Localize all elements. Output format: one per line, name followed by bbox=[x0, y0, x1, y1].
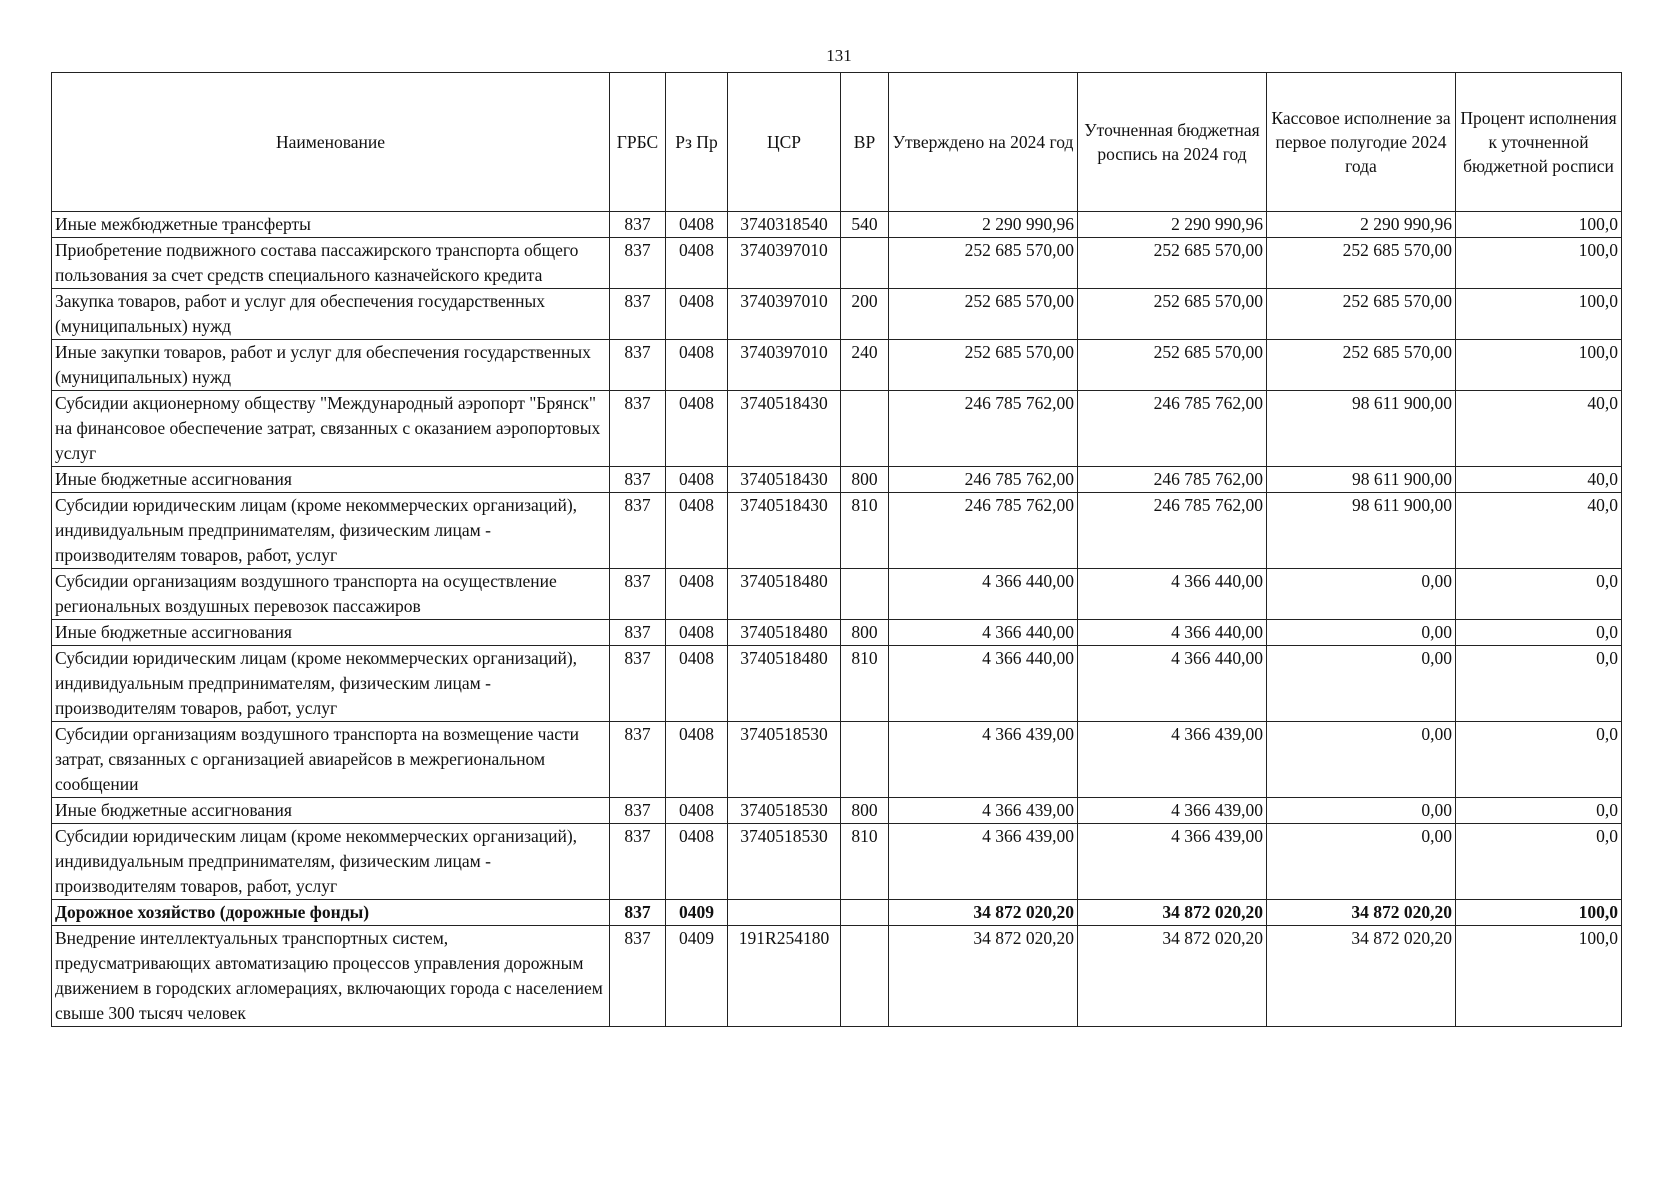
cell-grbs: 837 bbox=[610, 391, 666, 467]
cell-name: Субсидии юридическим лицам (кроме некоммерческих организаций), индивидуальным предпринимателям, физическим лицам - производителям товаров, работ, услуг bbox=[52, 824, 610, 900]
cell-cash: 0,00 bbox=[1267, 620, 1456, 646]
cell-percent: 40,0 bbox=[1456, 467, 1622, 493]
cell-rzpr: 0408 bbox=[666, 493, 728, 569]
cell-approved: 252 685 570,00 bbox=[889, 340, 1078, 391]
cell-name: Дорожное хозяйство (дорожные фонды) bbox=[52, 900, 610, 926]
cell-grbs: 837 bbox=[610, 722, 666, 798]
cell-grbs: 837 bbox=[610, 824, 666, 900]
cell-percent: 40,0 bbox=[1456, 391, 1622, 467]
cell-refined: 4 366 440,00 bbox=[1078, 569, 1267, 620]
cell-name: Иные бюджетные ассигнования bbox=[52, 798, 610, 824]
cell-approved: 246 785 762,00 bbox=[889, 493, 1078, 569]
table-row bbox=[52, 646, 1622, 722]
cell-refined: 34 872 020,20 bbox=[1078, 926, 1267, 1027]
header-row bbox=[52, 73, 1622, 212]
cell-vr bbox=[841, 722, 889, 798]
cell-name: Субсидии организациям воздушного транспорта на осуществление региональных воздушных перевозок пассажиров bbox=[52, 569, 610, 620]
cell-refined: 246 785 762,00 bbox=[1078, 493, 1267, 569]
cell-vr bbox=[841, 926, 889, 1027]
cell-rzpr: 0408 bbox=[666, 824, 728, 900]
cell-vr: 540 bbox=[841, 212, 889, 238]
cell-csr: 3740518480 bbox=[728, 569, 841, 620]
cell-cash: 0,00 bbox=[1267, 824, 1456, 900]
cell-approved: 246 785 762,00 bbox=[889, 467, 1078, 493]
cell-csr: 3740518530 bbox=[728, 722, 841, 798]
cell-rzpr: 0408 bbox=[666, 467, 728, 493]
cell-rzpr: 0408 bbox=[666, 646, 728, 722]
cell-grbs: 837 bbox=[610, 646, 666, 722]
cell-cash: 0,00 bbox=[1267, 646, 1456, 722]
cell-refined: 252 685 570,00 bbox=[1078, 340, 1267, 391]
cell-csr: 3740518430 bbox=[728, 493, 841, 569]
cell-vr: 200 bbox=[841, 289, 889, 340]
cell-rzpr: 0408 bbox=[666, 569, 728, 620]
table-row bbox=[52, 824, 1622, 900]
cell-csr: 3740518430 bbox=[728, 391, 841, 467]
cell-grbs: 837 bbox=[610, 926, 666, 1027]
header-vr: ВР bbox=[841, 73, 889, 212]
cell-percent: 0,0 bbox=[1456, 569, 1622, 620]
cell-approved: 4 366 439,00 bbox=[889, 824, 1078, 900]
cell-vr: 800 bbox=[841, 620, 889, 646]
cell-rzpr: 0408 bbox=[666, 212, 728, 238]
cell-refined: 246 785 762,00 bbox=[1078, 391, 1267, 467]
header-name: Наименование bbox=[52, 73, 610, 212]
cell-percent: 100,0 bbox=[1456, 212, 1622, 238]
cell-grbs: 837 bbox=[610, 620, 666, 646]
cell-percent: 0,0 bbox=[1456, 620, 1622, 646]
cell-refined: 2 290 990,96 bbox=[1078, 212, 1267, 238]
cell-approved: 246 785 762,00 bbox=[889, 391, 1078, 467]
cell-rzpr: 0409 bbox=[666, 926, 728, 1027]
cell-name: Субсидии юридическим лицам (кроме некоммерческих организаций), индивидуальным предпринимателям, физическим лицам - производителям товаров, работ, услуг bbox=[52, 646, 610, 722]
table-row bbox=[52, 569, 1622, 620]
cell-percent: 100,0 bbox=[1456, 238, 1622, 289]
cell-grbs: 837 bbox=[610, 289, 666, 340]
cell-refined: 4 366 440,00 bbox=[1078, 620, 1267, 646]
page-number: 131 bbox=[826, 46, 852, 65]
cell-cash: 252 685 570,00 bbox=[1267, 238, 1456, 289]
cell-rzpr: 0408 bbox=[666, 722, 728, 798]
cell-name: Закупка товаров, работ и услуг для обеспечения государственных (муниципальных) нужд bbox=[52, 289, 610, 340]
cell-vr: 240 bbox=[841, 340, 889, 391]
cell-grbs: 837 bbox=[610, 340, 666, 391]
cell-name: Внедрение интеллектуальных транспортных систем, предусматривающих автоматизацию процессов управления дорожным движением в городских агломерациях, включающих города с населением свыше 300 тысяч человек bbox=[52, 926, 610, 1027]
cell-approved: 2 290 990,96 bbox=[889, 212, 1078, 238]
cell-cash: 98 611 900,00 bbox=[1267, 467, 1456, 493]
cell-percent: 100,0 bbox=[1456, 289, 1622, 340]
cell-name: Субсидии организациям воздушного транспорта на возмещение части затрат, связанных с организацией авиарейсов в межрегиональном сообщении bbox=[52, 722, 610, 798]
cell-refined: 4 366 439,00 bbox=[1078, 722, 1267, 798]
table-row bbox=[52, 289, 1622, 340]
cell-approved: 34 872 020,20 bbox=[889, 926, 1078, 1027]
cell-approved: 4 366 440,00 bbox=[889, 620, 1078, 646]
cell-refined: 4 366 439,00 bbox=[1078, 798, 1267, 824]
table-row bbox=[52, 238, 1622, 289]
cell-grbs: 837 bbox=[610, 212, 666, 238]
cell-percent: 0,0 bbox=[1456, 646, 1622, 722]
cell-cash: 0,00 bbox=[1267, 569, 1456, 620]
table-row bbox=[52, 926, 1622, 1027]
cell-name: Субсидии акционерному обществу "Международный аэропорт "Брянск" на финансовое обеспечение затрат, связанных с оказанием аэропортовых услуг bbox=[52, 391, 610, 467]
cell-percent: 100,0 bbox=[1456, 900, 1622, 926]
table-row bbox=[52, 798, 1622, 824]
cell-refined: 246 785 762,00 bbox=[1078, 467, 1267, 493]
cell-approved: 4 366 440,00 bbox=[889, 569, 1078, 620]
header-cash: Кассовое исполнение за первое полугодие 2024 года bbox=[1267, 73, 1456, 212]
table-row bbox=[52, 620, 1622, 646]
cell-grbs: 837 bbox=[610, 467, 666, 493]
cell-grbs: 837 bbox=[610, 238, 666, 289]
cell-csr: 3740518430 bbox=[728, 467, 841, 493]
header-percent: Процент исполнения к уточненной бюджетной росписи bbox=[1456, 73, 1622, 212]
cell-vr: 800 bbox=[841, 798, 889, 824]
cell-vr bbox=[841, 900, 889, 926]
cell-cash: 2 290 990,96 bbox=[1267, 212, 1456, 238]
cell-refined: 252 685 570,00 bbox=[1078, 289, 1267, 340]
cell-csr: 3740318540 bbox=[728, 212, 841, 238]
cell-name: Иные закупки товаров, работ и услуг для обеспечения государственных (муниципальных) нужд bbox=[52, 340, 610, 391]
cell-name: Иные бюджетные ассигнования bbox=[52, 620, 610, 646]
cell-vr: 810 bbox=[841, 493, 889, 569]
table-row bbox=[52, 900, 1622, 926]
cell-cash: 98 611 900,00 bbox=[1267, 391, 1456, 467]
cell-rzpr: 0408 bbox=[666, 340, 728, 391]
cell-vr: 810 bbox=[841, 646, 889, 722]
cell-refined: 4 366 440,00 bbox=[1078, 646, 1267, 722]
cell-vr bbox=[841, 238, 889, 289]
cell-approved: 252 685 570,00 bbox=[889, 238, 1078, 289]
cell-percent: 0,0 bbox=[1456, 798, 1622, 824]
cell-grbs: 837 bbox=[610, 900, 666, 926]
header-rzpr: Рз Пр bbox=[666, 73, 728, 212]
cell-approved: 4 366 440,00 bbox=[889, 646, 1078, 722]
table-row bbox=[52, 212, 1622, 238]
cell-cash: 252 685 570,00 bbox=[1267, 289, 1456, 340]
budget-execution-table bbox=[51, 72, 1622, 1027]
header-grbs: ГРБС bbox=[610, 73, 666, 212]
cell-cash: 252 685 570,00 bbox=[1267, 340, 1456, 391]
cell-approved: 252 685 570,00 bbox=[889, 289, 1078, 340]
cell-percent: 0,0 bbox=[1456, 824, 1622, 900]
table-row bbox=[52, 493, 1622, 569]
cell-rzpr: 0409 bbox=[666, 900, 728, 926]
header-approved: Утверждено на 2024 год bbox=[889, 73, 1078, 212]
cell-cash: 0,00 bbox=[1267, 798, 1456, 824]
cell-rzpr: 0408 bbox=[666, 238, 728, 289]
header-csr: ЦСР bbox=[728, 73, 841, 212]
cell-approved: 4 366 439,00 bbox=[889, 722, 1078, 798]
cell-csr: 3740518480 bbox=[728, 646, 841, 722]
table-row bbox=[52, 391, 1622, 467]
cell-percent: 0,0 bbox=[1456, 722, 1622, 798]
cell-name: Иные бюджетные ассигнования bbox=[52, 467, 610, 493]
cell-cash: 0,00 bbox=[1267, 722, 1456, 798]
cell-refined: 34 872 020,20 bbox=[1078, 900, 1267, 926]
cell-name: Субсидии юридическим лицам (кроме некоммерческих организаций), индивидуальным предпринимателям, физическим лицам - производителям товаров, работ, услуг bbox=[52, 493, 610, 569]
table-row bbox=[52, 722, 1622, 798]
cell-cash: 34 872 020,20 bbox=[1267, 926, 1456, 1027]
cell-grbs: 837 bbox=[610, 569, 666, 620]
cell-vr bbox=[841, 391, 889, 467]
cell-csr: 3740518530 bbox=[728, 824, 841, 900]
cell-percent: 100,0 bbox=[1456, 340, 1622, 391]
cell-csr: 3740397010 bbox=[728, 289, 841, 340]
cell-grbs: 837 bbox=[610, 493, 666, 569]
cell-name: Приобретение подвижного состава пассажирского транспорта общего пользования за счет средств специального казначейского кредита bbox=[52, 238, 610, 289]
cell-csr: 3740518480 bbox=[728, 620, 841, 646]
cell-csr: 3740397010 bbox=[728, 238, 841, 289]
cell-rzpr: 0408 bbox=[666, 391, 728, 467]
cell-vr: 800 bbox=[841, 467, 889, 493]
header-refined: Уточненная бюджетная роспись на 2024 год bbox=[1078, 73, 1267, 212]
cell-vr bbox=[841, 569, 889, 620]
table-row bbox=[52, 467, 1622, 493]
cell-cash: 98 611 900,00 bbox=[1267, 493, 1456, 569]
cell-name: Иные межбюджетные трансферты bbox=[52, 212, 610, 238]
cell-csr: 3740397010 bbox=[728, 340, 841, 391]
cell-grbs: 837 bbox=[610, 798, 666, 824]
cell-approved: 34 872 020,20 bbox=[889, 900, 1078, 926]
cell-rzpr: 0408 bbox=[666, 798, 728, 824]
cell-approved: 4 366 439,00 bbox=[889, 798, 1078, 824]
cell-csr: 191R254180 bbox=[728, 926, 841, 1027]
cell-percent: 100,0 bbox=[1456, 926, 1622, 1027]
cell-cash: 34 872 020,20 bbox=[1267, 900, 1456, 926]
cell-vr: 810 bbox=[841, 824, 889, 900]
cell-refined: 252 685 570,00 bbox=[1078, 238, 1267, 289]
cell-rzpr: 0408 bbox=[666, 289, 728, 340]
cell-csr bbox=[728, 900, 841, 926]
cell-csr: 3740518530 bbox=[728, 798, 841, 824]
cell-refined: 4 366 439,00 bbox=[1078, 824, 1267, 900]
table-row bbox=[52, 340, 1622, 391]
cell-percent: 40,0 bbox=[1456, 493, 1622, 569]
cell-rzpr: 0408 bbox=[666, 620, 728, 646]
